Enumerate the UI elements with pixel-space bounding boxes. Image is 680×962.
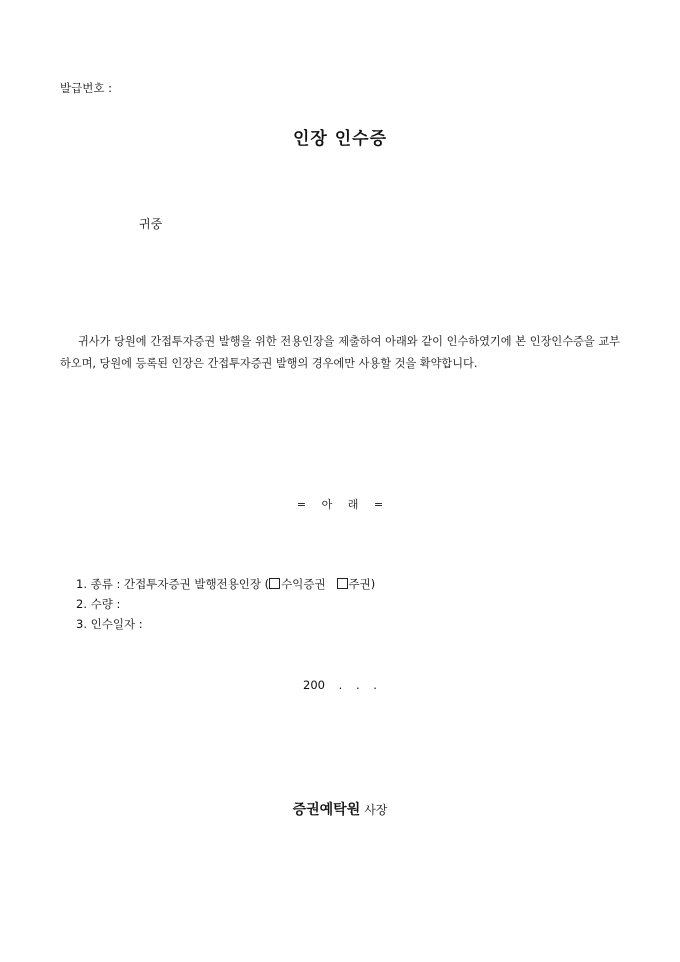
section-separator: = 아 래 = [296, 498, 384, 511]
item-list [76, 574, 375, 634]
item-quantity [76, 594, 375, 614]
option-share-certificate: 주권 [348, 577, 371, 591]
item-quantity-label: 2. 수량 : [76, 597, 121, 611]
item-receipt-date [76, 614, 375, 634]
issuer-role: 사장 [364, 803, 388, 817]
body-paragraph: 귀사가 당원에 간접투자증권 발행을 위한 전용인장을 제출하여 아래와 같이 인수하였기에 본 인장인수증을 교부하오며, 당원에 등록된 인장은 간접투자증권 발행의 경우에만 사용할 것을 확약합니다. [60, 335, 620, 370]
item-receipt-date-label: 3. 인수일자 : [76, 617, 143, 631]
item-type [76, 574, 375, 594]
option-beneficiary-certificate: 수익증권 [281, 577, 326, 591]
item-type-label: 1. 종류 : 간접투자증권 발행전용인장 ( [76, 577, 270, 591]
recipient-label: 귀중 [139, 217, 163, 231]
checkbox-beneficiary-certificate[interactable] [269, 578, 280, 589]
date-line: 200 . . . [303, 678, 377, 692]
issuer-organization: 증권예탁원 [292, 802, 361, 818]
issue-number-label: 발급번호 : [60, 81, 112, 95]
item-type-close: ) [370, 577, 376, 591]
issuer-signature [0, 799, 680, 819]
document-title: 인장 인수증 [292, 129, 388, 149]
checkbox-share-certificate[interactable] [337, 578, 348, 589]
